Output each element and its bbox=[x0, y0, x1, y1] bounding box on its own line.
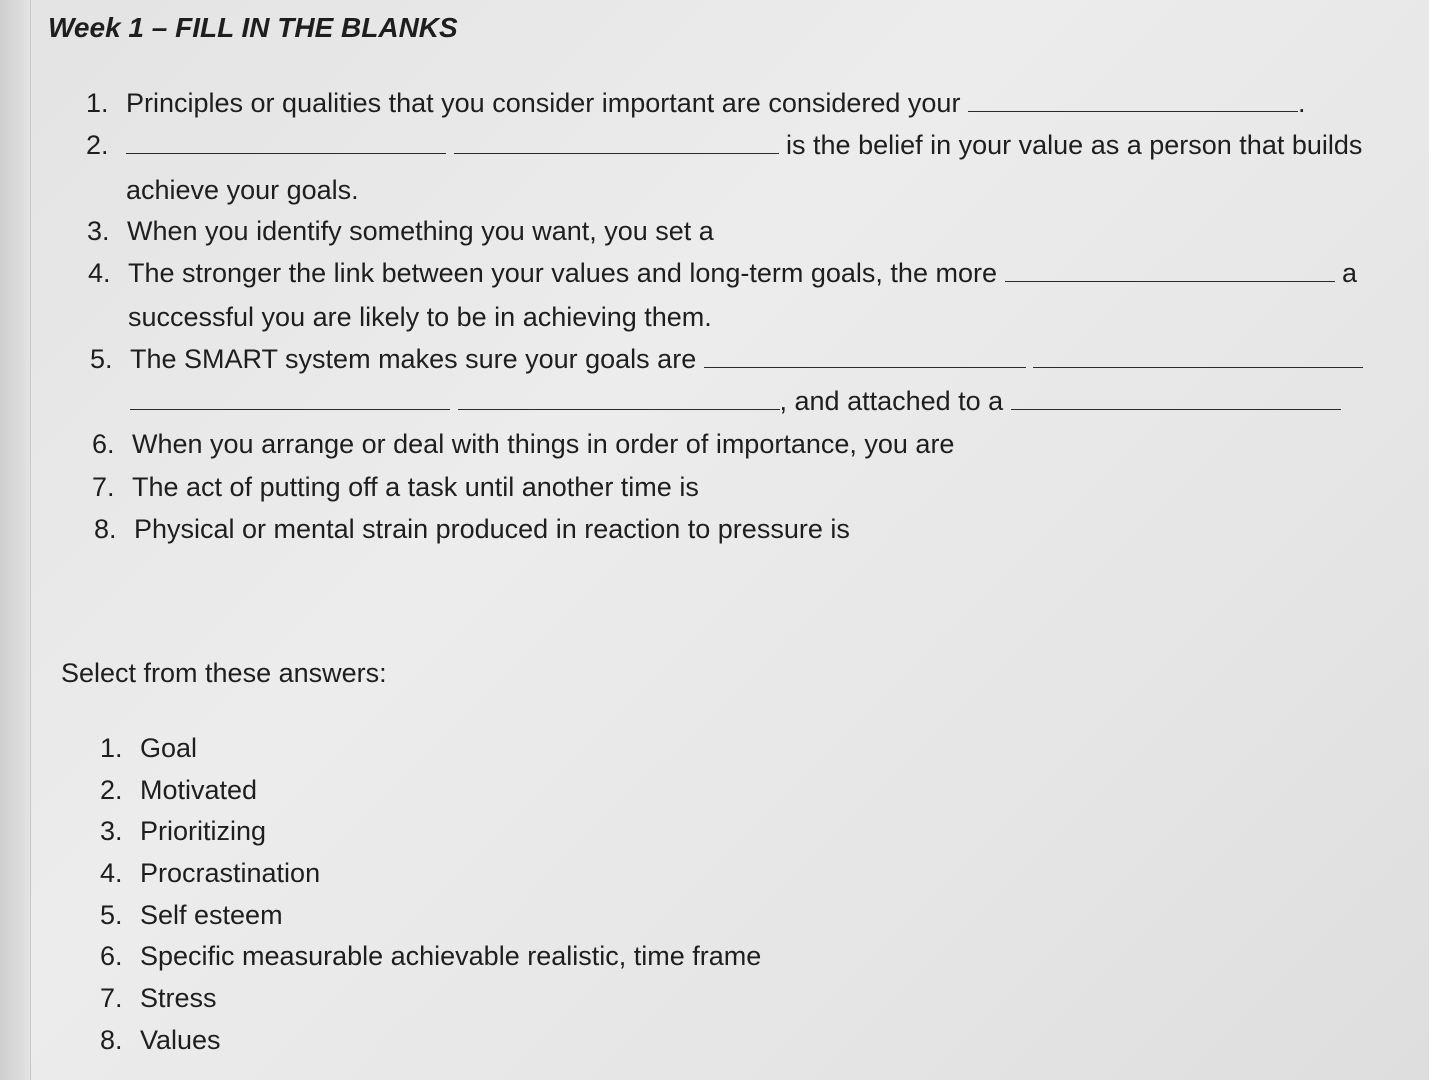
question-5 bbox=[90, 342, 1363, 376]
answer-number: 4. bbox=[100, 858, 123, 889]
question-number: 4. bbox=[88, 258, 111, 288]
answer-text: Specific measurable achievable realistic, time frame bbox=[140, 941, 762, 972]
answer-blank[interactable] bbox=[458, 387, 780, 410]
question-1 bbox=[86, 86, 1305, 120]
answer-blank[interactable] bbox=[1005, 259, 1335, 282]
answer-item bbox=[100, 936, 761, 978]
answer-blank[interactable] bbox=[1011, 387, 1341, 410]
question-number: 1. bbox=[86, 88, 109, 118]
question-text: Principles or qualities that you consider important are considered your bbox=[126, 88, 961, 118]
question-trailing: a bbox=[1342, 258, 1358, 288]
question-text: The stronger the link between your values and long-term goals, the more bbox=[128, 258, 997, 288]
answer-text: Motivated bbox=[140, 774, 258, 805]
answer-text: Values bbox=[140, 1024, 221, 1055]
answer-number: 5. bbox=[100, 899, 123, 930]
answer-number: 7. bbox=[100, 983, 123, 1014]
answer-item bbox=[100, 1020, 761, 1062]
question-8 bbox=[94, 512, 850, 546]
answer-list bbox=[100, 728, 761, 1062]
question-2 bbox=[86, 128, 1362, 162]
answer-blank[interactable] bbox=[130, 387, 450, 410]
worksheet-title: Week 1 – FILL IN THE BLANKS bbox=[48, 12, 458, 43]
question-4-continuation: successful you are likely to be in achieving them. bbox=[128, 302, 712, 332]
answer-item bbox=[100, 895, 761, 937]
question-number: 3. bbox=[87, 216, 110, 246]
answer-blank[interactable] bbox=[126, 131, 446, 154]
answer-text: Self esteem bbox=[140, 899, 283, 930]
question-number: 7. bbox=[92, 472, 115, 502]
answer-number: 1. bbox=[100, 733, 123, 763]
question-text: When you arrange or deal with things in order of importance, you are bbox=[132, 429, 955, 459]
question-suffix: . bbox=[1297, 88, 1306, 118]
page-edge bbox=[0, 0, 31, 1080]
answer-blank[interactable] bbox=[1033, 345, 1363, 368]
answer-item bbox=[100, 811, 761, 853]
answer-text: Goal bbox=[140, 733, 198, 763]
question-3 bbox=[87, 214, 714, 248]
question-number: 6. bbox=[92, 429, 115, 459]
question-2-continuation: achieve your goals. bbox=[126, 175, 359, 205]
answer-text: Stress bbox=[140, 983, 217, 1014]
question-text: The act of putting off a task until another time is bbox=[132, 472, 699, 502]
answer-item bbox=[100, 728, 761, 770]
answer-item bbox=[100, 853, 761, 895]
answer-item bbox=[100, 770, 761, 812]
answer-number: 8. bbox=[100, 1024, 123, 1055]
question-number: 8. bbox=[94, 514, 117, 544]
question-text: , and attached to a bbox=[779, 386, 1004, 416]
question-number: 2. bbox=[86, 130, 109, 160]
answer-blank[interactable] bbox=[454, 131, 779, 154]
question-7 bbox=[92, 470, 699, 504]
question-number: 5. bbox=[90, 344, 113, 374]
question-text: When you identify something you want, you set a bbox=[127, 216, 714, 246]
answer-item bbox=[100, 978, 761, 1020]
question-4 bbox=[88, 256, 1357, 290]
question-5-continuation bbox=[130, 384, 1341, 418]
question-text: The SMART system makes sure your goals are bbox=[130, 344, 697, 374]
answer-text: Procrastination bbox=[140, 858, 321, 889]
question-text: Physical or mental strain produced in reaction to pressure is bbox=[134, 514, 850, 544]
answer-blank[interactable] bbox=[704, 345, 1026, 368]
question-6 bbox=[92, 427, 954, 461]
answer-blank[interactable] bbox=[968, 89, 1298, 112]
answer-text: Prioritizing bbox=[140, 816, 267, 847]
worksheet bbox=[30, 0, 1429, 1080]
answer-number: 3. bbox=[100, 816, 123, 847]
answers-heading: Select from these answers: bbox=[61, 658, 387, 688]
answer-number: 2. bbox=[100, 774, 123, 805]
answer-number: 6. bbox=[100, 941, 123, 972]
question-text: is the belief in your value as a person that builds bbox=[786, 130, 1363, 160]
